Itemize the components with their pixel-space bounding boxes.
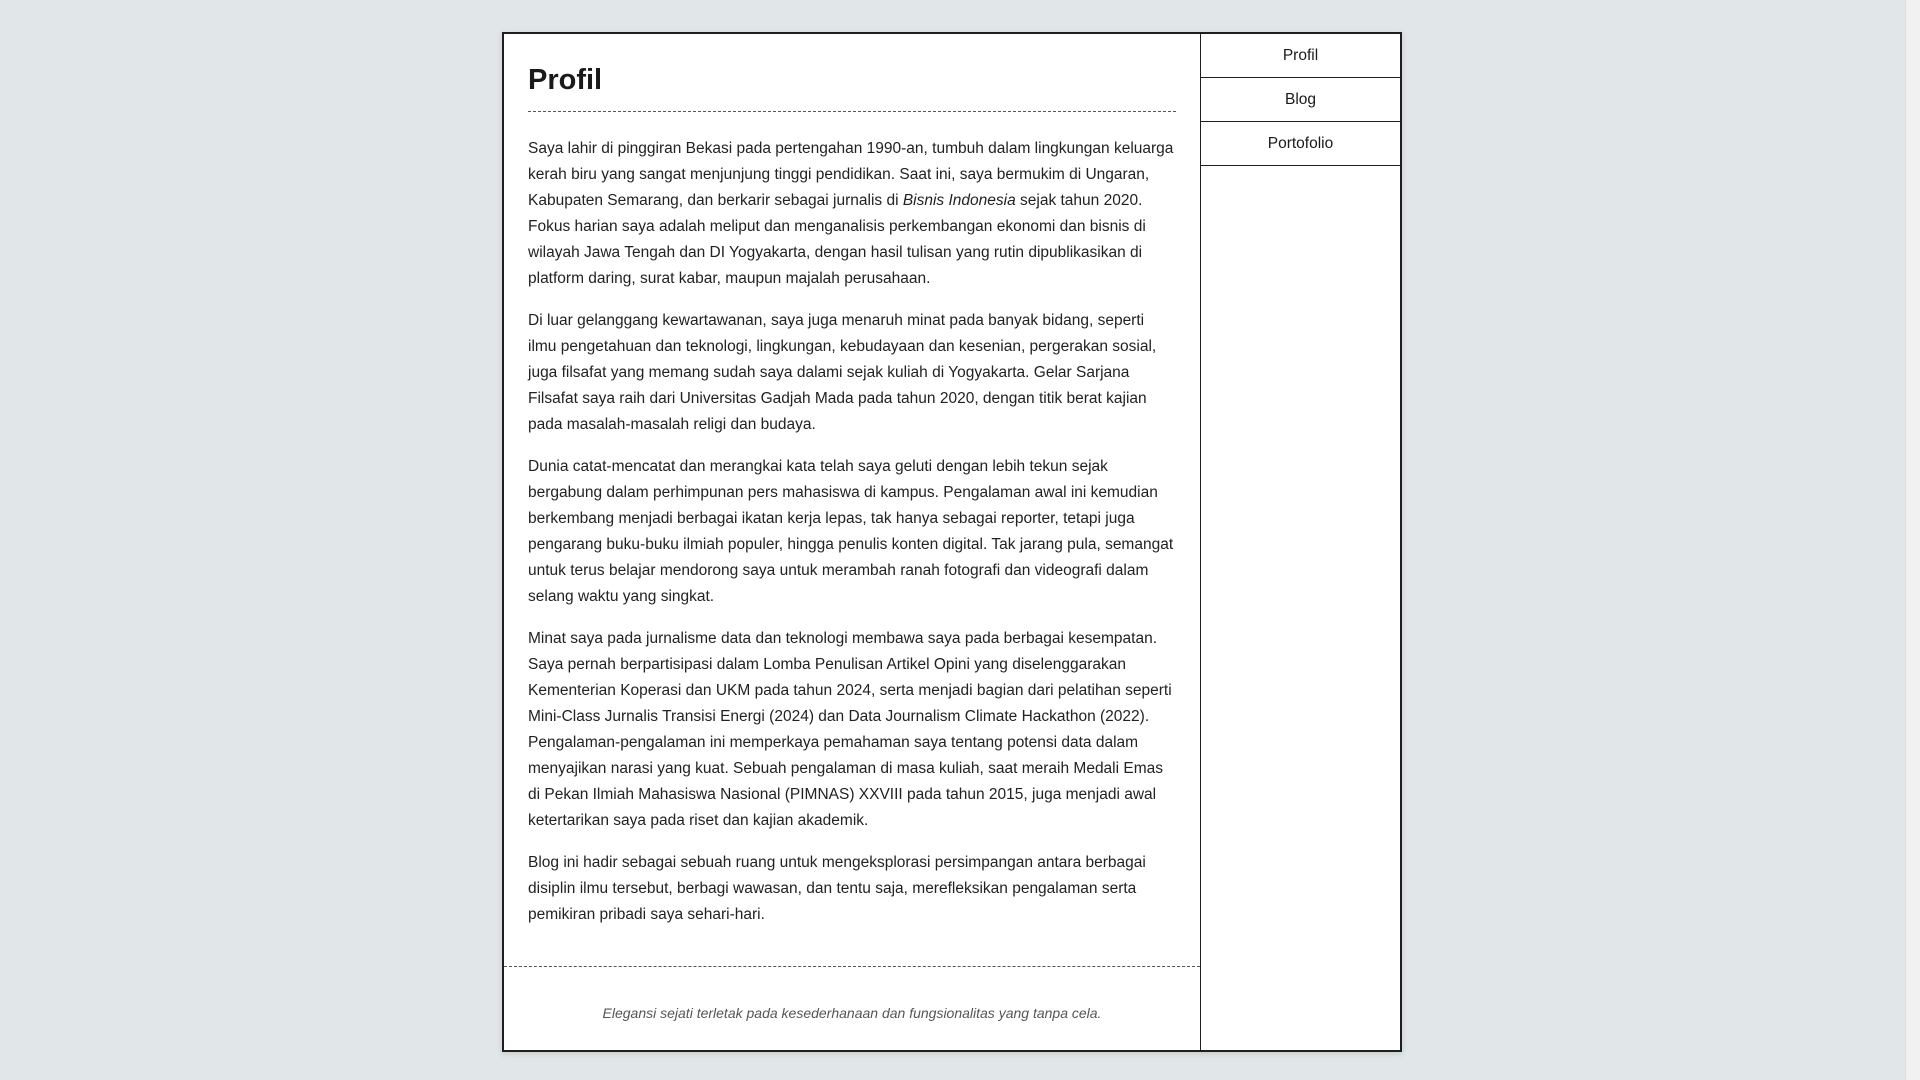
page-scrollbar[interactable] [1905, 0, 1920, 1080]
footer-tagline: Elegansi sejati terletak pada kesederhanaan dan fungsionalitas yang tanpa cela. [602, 1004, 1102, 1021]
main-column [504, 34, 1201, 1050]
paragraph-4: Minat saya pada jurnalisme data dan teknologi membawa saya pada berbagai kesempatan. Saya pernah berpartisipasi dalam Lomba Penulisan Artikel Opini yang diselenggarakan Kementerian Koperasi dan UKM pada tahun 2024, serta menjadi bagian dari pelatihan seperti Mini-Class Jurnalis Transisi Energi (2024) dan Data Journalism Climate Hackathon (2022). Pengalaman-pengalaman ini memperkaya pemahaman saya tentang potensi data dalam menyajikan narasi yang kuat. Sebuah pengalaman di masa kuliah, saat meraih Medali Emas di Pekan Ilmiah Mahasiswa Nasional (PIMNAS) XXVIII pada tahun 2015, juga menjadi awal ketertarikan saya pada riset dan kajian akademik. [528, 630, 1172, 829]
nav-item-profil[interactable]: Profil [1201, 34, 1400, 78]
paragraph-2: Di luar gelanggang kewartawanan, saya juga menaruh minat pada banyak bidang, seperti ilmu pengetahuan dan teknologi, lingkungan, kebudayaan dan kesenian, pergerakan sosial, juga filsafat yang memang sudah saya dalami sejak kuliah di Yogyakarta. Gelar Sarjana Filsafat saya raih dari Universitas Gadjah Mada pada tahun 2020, dengan titik berat kajian pada masalah-masalah religi dan budaya. [528, 312, 1157, 433]
content-area [504, 34, 1200, 944]
paragraph-1-part-b: sejak tahun 2020. Fokus harian saya adalah meliput dan menganalisis perkembangan ekonomi dan bisnis di wilayah Jawa Tengah dan DI Yogyakarta, dengan hasil tulisan yang rutin dipublikasikan di platform daring, surat kabar, maupun majalah perusahaan. [528, 192, 1146, 287]
paragraph-3: Dunia catat-mencatat dan merangkai kata telah saya geluti dengan lebih tekun sejak bergabung dalam perhimpunan pers mahasiswa di kampus. Pengalaman awal ini kemudian berkembang menjadi berbagai ikatan kerja lepas, tak hanya sebagai reporter, tetapi juga pengarang buku-buku ilmiah populer, hingga penulis konten digital. Tak jarang pula, semangat untuk terus belajar mendorong saya untuk merambah ranah fotografi dan videografi dalam selang waktu yang singkat. [528, 458, 1174, 605]
paragraph-1 [528, 136, 1176, 292]
publication-name: Bisnis Indonesia [902, 192, 1016, 209]
nav-item-portofolio[interactable]: Portofolio [1201, 122, 1400, 166]
footer [504, 966, 1200, 1050]
sidebar-nav [1201, 34, 1400, 1050]
nav-item-blog[interactable]: Blog [1201, 78, 1400, 122]
paragraph-5: Blog ini hadir sebagai sebuah ruang untuk mengeksplorasi persimpangan antara berbagai disiplin ilmu tersebut, berbagi wawasan, dan tentu saja, merefleksikan pengalaman serta pemikiran pribadi saya sehari-hari. [528, 854, 1146, 923]
page-container [502, 32, 1402, 1052]
paragraph-1-part-a: Saya lahir di pinggiran Bekasi pada pertengahan 1990-an, tumbuh dalam lingkungan keluarga kerah biru yang sangat menjunjung tinggi pendidikan. Saat ini, saya bermukim di Ungaran, Kabupaten Semarang, dan berkarir sebagai jurnalis di [528, 140, 1174, 209]
page-title: Profil [528, 62, 1176, 112]
article-body [528, 136, 1176, 928]
